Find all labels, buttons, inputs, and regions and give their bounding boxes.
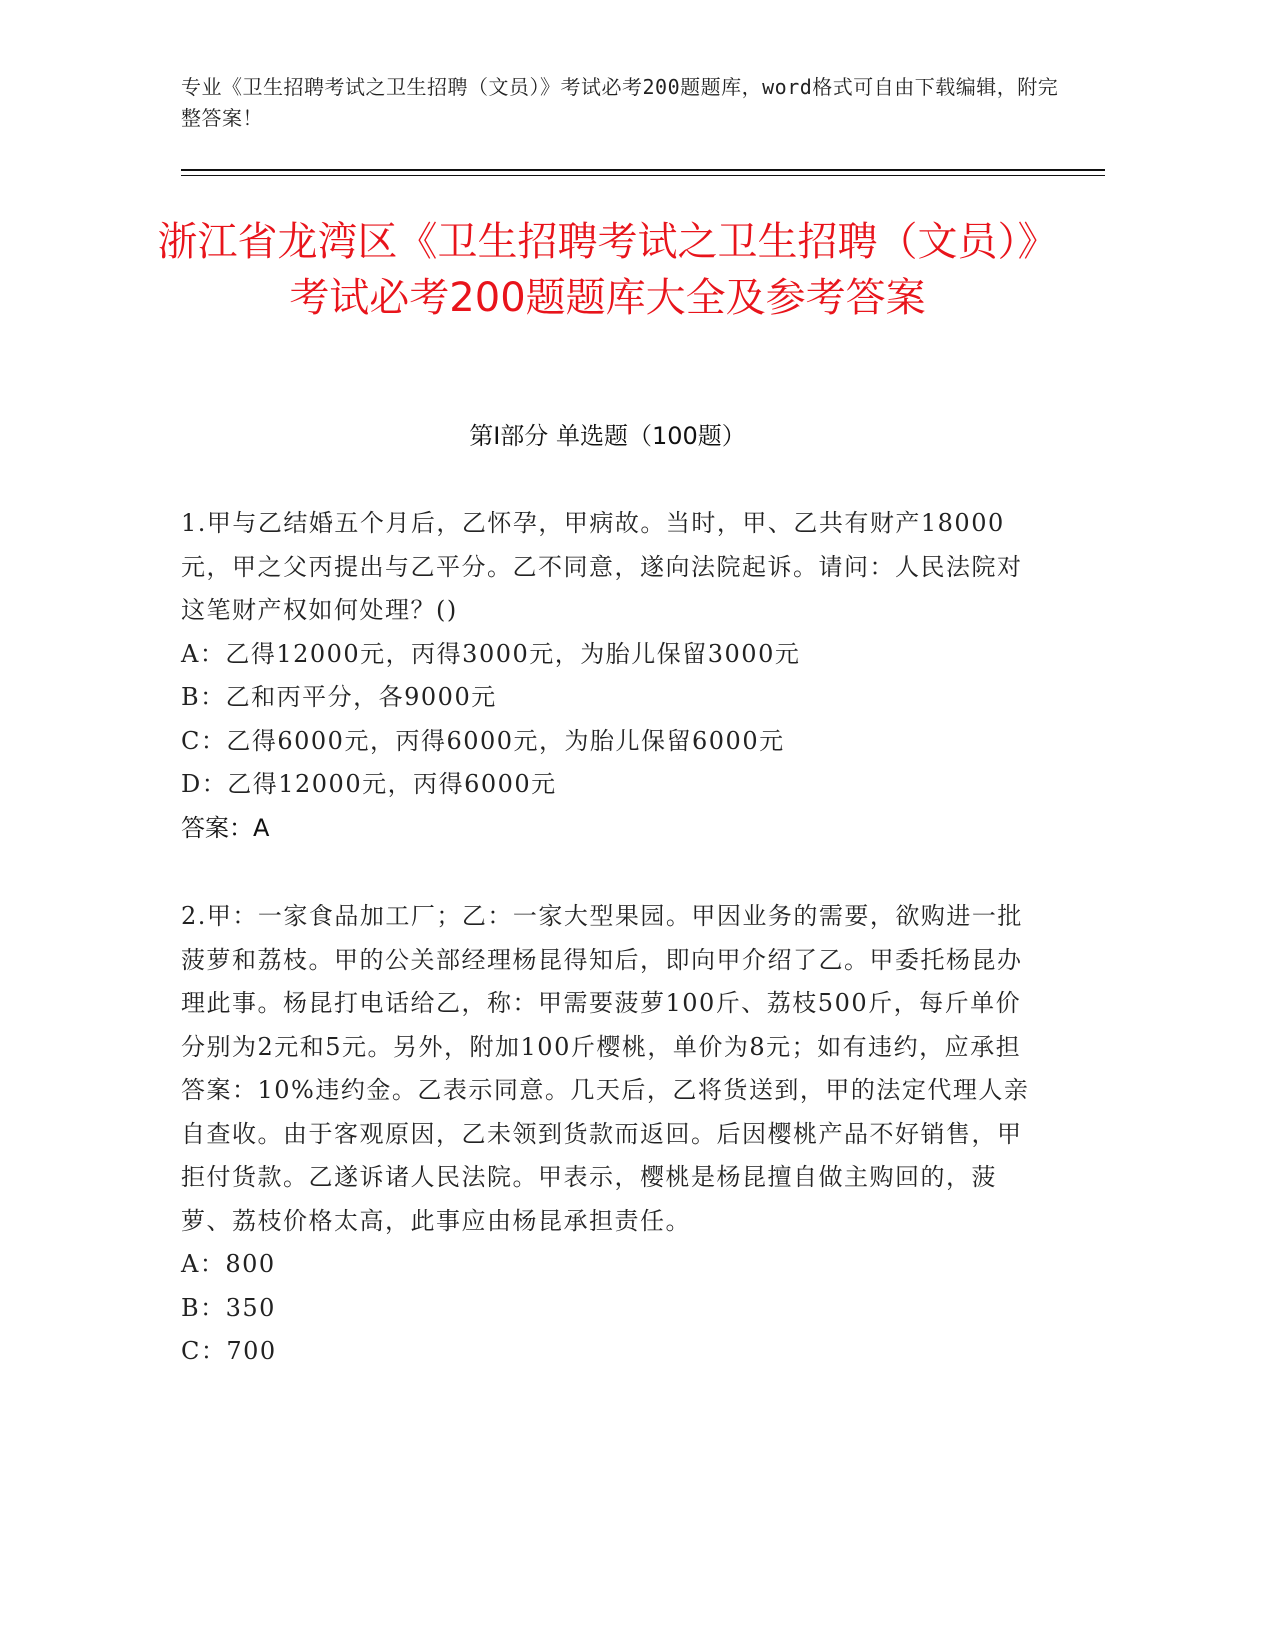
question-2 xyxy=(181,895,1041,1374)
answer-label: 答案：A xyxy=(181,813,270,842)
option-c: C：700 xyxy=(181,1337,277,1365)
header-divider-thick xyxy=(181,169,1105,171)
option-c: C：乙得6000元，丙得6000元，为胎儿保留6000元 xyxy=(181,726,785,755)
header-note: 专业《卫生招聘考试之卫生招聘（文员）》考试必考200题题库，word格式可自由下载编辑，附完整答案！ xyxy=(181,75,1059,130)
option-b: B：350 xyxy=(181,1293,276,1322)
question-1 xyxy=(181,502,1041,850)
option-a: A：乙得12000元，丙得3000元，为胎儿保留3000元 xyxy=(181,639,801,668)
section-title: 第Ⅰ部分 单选题（100题） xyxy=(469,422,746,450)
option-d: D：乙得12000元，丙得6000元 xyxy=(181,770,557,798)
option-a: A：800 xyxy=(181,1250,276,1278)
question-stem: 1.甲与乙结婚五个月后，乙怀孕，甲病故。当时，甲、乙共有财产18000元，甲之父丙提出与乙平分。乙不同意，遂向法院起诉。请问：人民法院对这笔财产权如何处理？() xyxy=(181,509,1023,624)
header-divider-thin xyxy=(181,175,1105,176)
option-b: B：乙和丙平分，各9000元 xyxy=(181,683,497,711)
document-title: 浙江省龙湾区《卫生招聘考试之卫生招聘（文员）》考试必考200题题库大全及参考答案 xyxy=(157,219,1058,321)
question-stem: 2.甲：一家食品加工厂；乙：一家大型果园。甲因业务的需要，欲购进一批菠萝和荔枝。甲的公关部经理杨昆得知后，即向甲介绍了乙。甲委托杨昆办理此事。杨昆打电话给乙，称：甲需要菠萝100斤、荔枝500斤，每斤单价分别为2元和5元。另外，附加100斤樱桃，单价为8元；如有违约，应承担答案：10%违约金。乙表示同意。几天后，乙将货送到，甲的法定代理人亲自查收。由于客观原因，乙未领到货款而返回。后因樱桃产品不好销售，甲拒付货款。乙遂诉诸人民法院。甲表示，樱桃是杨昆擅自做主购回的，菠萝、荔枝价格太高，此事应由杨昆承担责任。 xyxy=(181,902,1030,1235)
